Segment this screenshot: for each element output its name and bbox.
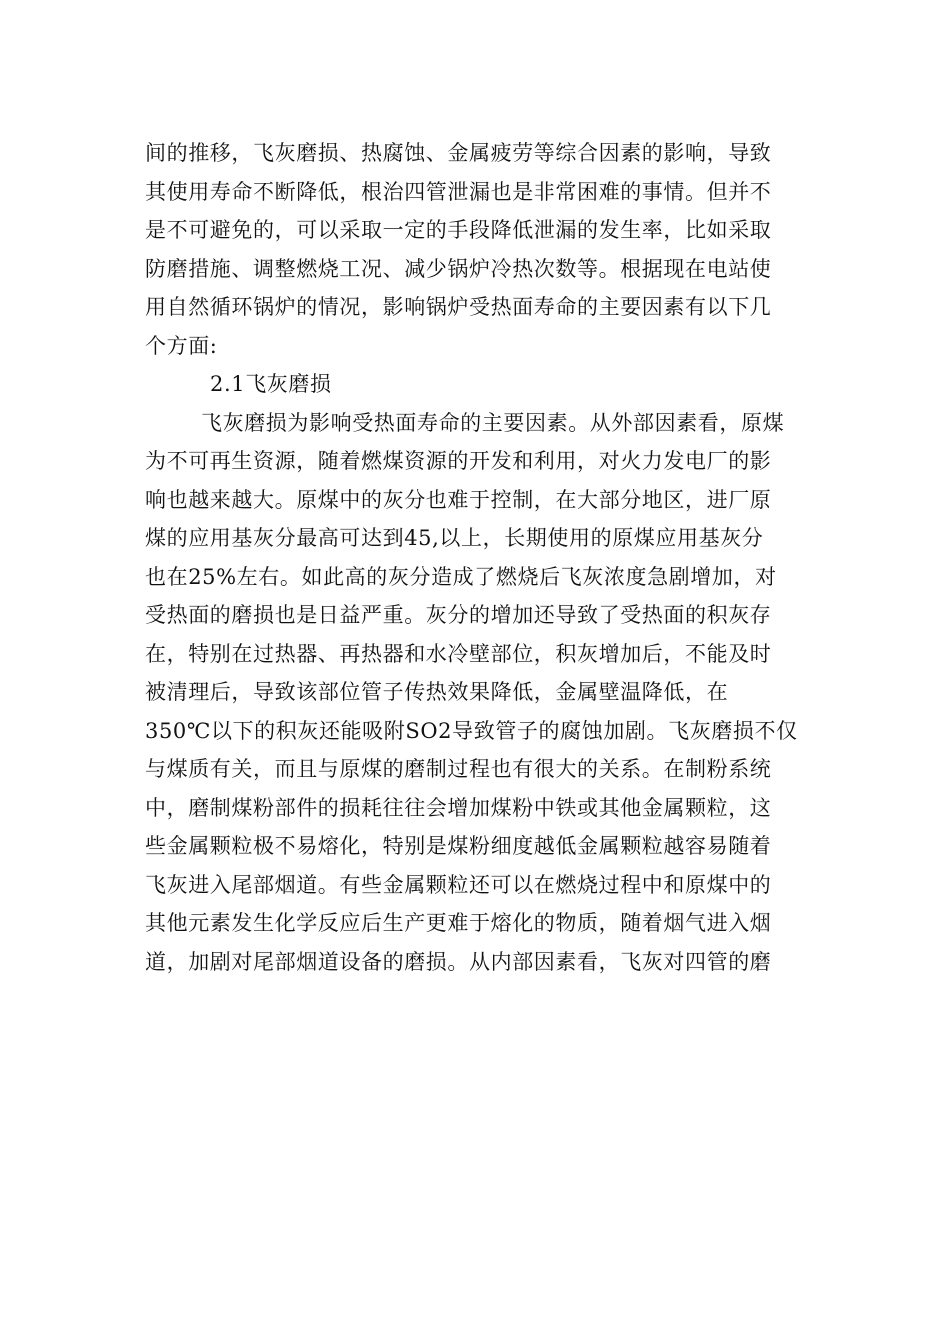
paragraph-first-line: 飞灰磨损为影响受热面寿命的主要因素。从外部因素看，原煤 [201, 410, 785, 435]
text-line: 煤的应用基灰分最高可达到45,以上，长期使用的原煤应用基灰分 [145, 526, 764, 550]
text-line: 350℃以下的积灰还能吸附SO2导致管子的腐蚀加剧。飞灰磨损不仅 [145, 718, 798, 743]
section-heading: 2.1飞灰磨损 [210, 372, 332, 396]
text-line: 防磨措施、调整燃烧工况、减少锅炉冷热次数等。根据现在电站使 [145, 256, 772, 281]
text-line: 被清理后，导致该部位管子传热效果降低，金属壁温降低，在 [145, 680, 729, 704]
text-line: 与煤质有关，而且与原煤的磨制过程也有很大的关系。在制粉系统 [145, 757, 772, 781]
text-line: 道，加剧对尾部烟道设备的磨损。从内部因素看，飞灰对四管的磨 [145, 949, 772, 974]
text-line: 飞灰进入尾部烟道。有些金属颗粒还可以在燃烧过程中和原煤中的 [145, 872, 772, 897]
text-line: 其他元素发生化学反应后生产更难于熔化的物质，随着烟气进入烟 [145, 911, 772, 935]
document-body [145, 134, 825, 981]
text-line: 响也越来越大。原煤中的灰分也难于控制，在大部分地区，进厂原 [145, 487, 772, 512]
text-line: 个方面: [145, 333, 218, 358]
text-line: 也在25%左右。如此高的灰分造成了燃烧后飞灰浓度急剧增加，对 [145, 564, 777, 589]
text-line: 是不可避免的，可以采取一定的手段降低泄漏的发生率，比如采取 [145, 218, 772, 242]
text-line: 间的推移，飞灰磨损、热腐蚀、金属疲劳等综合因素的影响，导致 [145, 141, 772, 165]
text-line: 在，特别在过热器、再热器和水冷壁部位，积灰增加后，不能及时 [145, 641, 772, 666]
text-line: 为不可再生资源，随着燃煤资源的开发和利用，对火力发电厂的影 [145, 449, 772, 473]
text-line: 中，磨制煤粉部件的损耗往往会增加煤粉中铁或其他金属颗粒，这 [145, 795, 772, 820]
text-line: 些金属颗粒极不易熔化，特别是煤粉细度越低金属颗粒越容易随着 [145, 834, 772, 858]
text-line: 用自然循环锅炉的情况，影响锅炉受热面寿命的主要因素有以下几 [145, 295, 772, 319]
text-line: 受热面的磨损也是日益严重。灰分的增加还导致了受热面的积灰存 [145, 603, 772, 627]
text-line: 其使用寿命不断降低，根治四管泄漏也是非常困难的事情。但并不 [145, 179, 772, 204]
